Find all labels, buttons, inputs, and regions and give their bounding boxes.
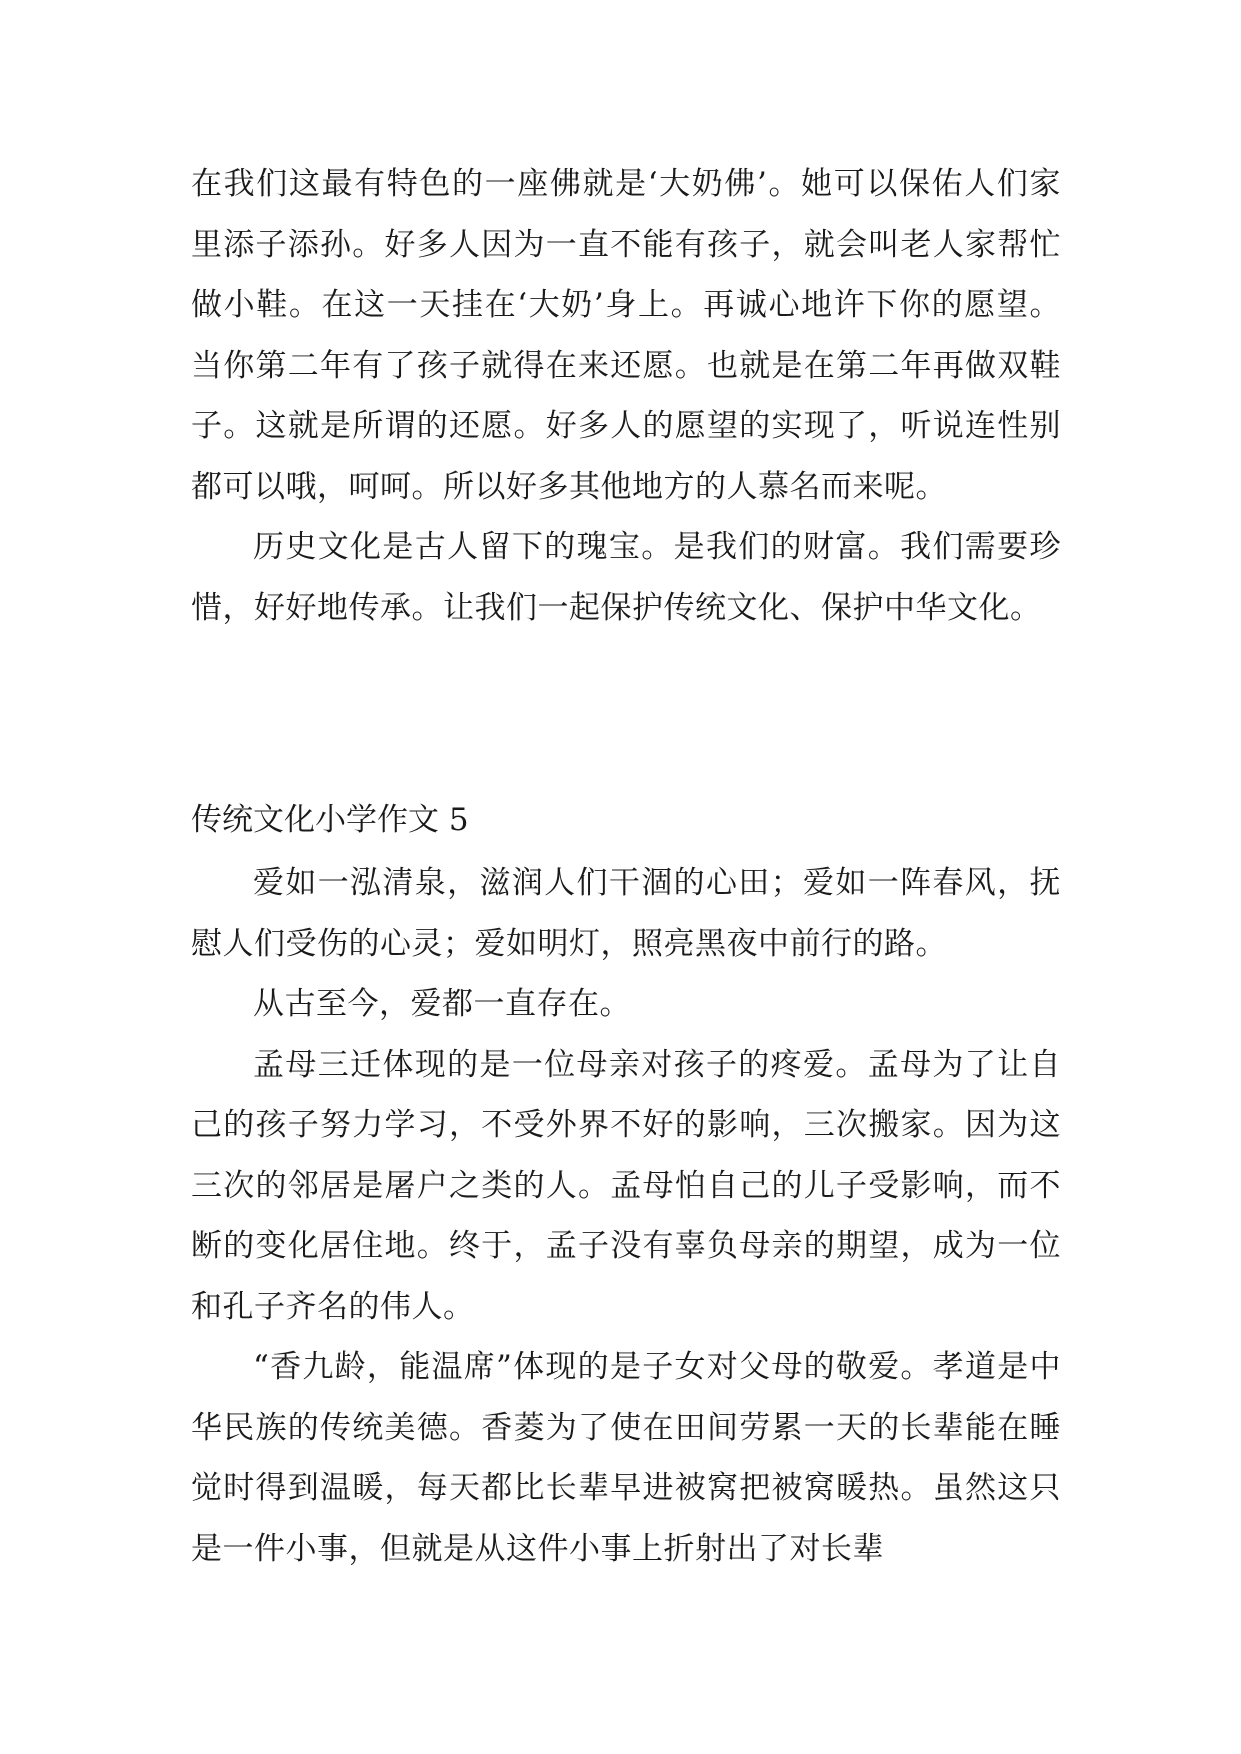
paragraph-heritage: 历史文化是古人留下的瑰宝。是我们的财富。我们需要珍惜，好好地传承。让我们一起保护传统文化、保护中华文化。 xyxy=(191,529,1061,626)
essay5-body xyxy=(191,853,1061,1579)
essay-title: 传统文化小学作文 5 xyxy=(191,802,469,838)
paragraph-love-always: 从古至今，爱都一直存在。 xyxy=(253,986,631,1022)
paragraph-mencius-mother: 孟母三迁体现的是一位母亲对孩子的疼爱。孟母为了让自己的孩子努力学习，不受外界不好的影响，三次搬家。因为这三次的邻居是屠户之类的人。孟母怕自己的儿子受影响，而不断的变化居住地。终于，孟子没有辜负母亲的期望，成为一位和孔子齐名的伟人。 xyxy=(191,1046,1061,1325)
section-a-body xyxy=(191,154,1061,638)
paragraph-filial-piety: “香九龄，能温席”体现的是子女对父母的敬爱。孝道是中华民族的传统美德。香菱为了使在田间劳累一天的长辈能在睡觉时得到温暖，每天都比长辈早进被窝把被窝暖热。虽然这只是一件小事，但就是从这件小事上折射出了对长辈 xyxy=(191,1349,1061,1567)
paragraph-love-intro: 爱如一泓清泉，滋润人们干涸的心田；爱如一阵春风，抚慰人们受伤的心灵；爱如明灯，照亮黑夜中前行的路。 xyxy=(191,865,1061,962)
paragraph-buddha: 在我们这最有特色的一座佛就是‘大奶佛’。她可以保佑人们家里添子添孙。好多人因为一直不能有孩子，就会叫老人家帮忙做小鞋。在这一天挂在‘大奶’身上。再诚心地许下你的愿望。当你第二年有了孩子就得在来还愿。也就是在第二年再做双鞋子。这就是所谓的还愿。好多人的愿望的实现了，听说连性别都可以哦，呵呵。所以好多其他地方的人慕名而来呢。 xyxy=(191,166,1061,505)
